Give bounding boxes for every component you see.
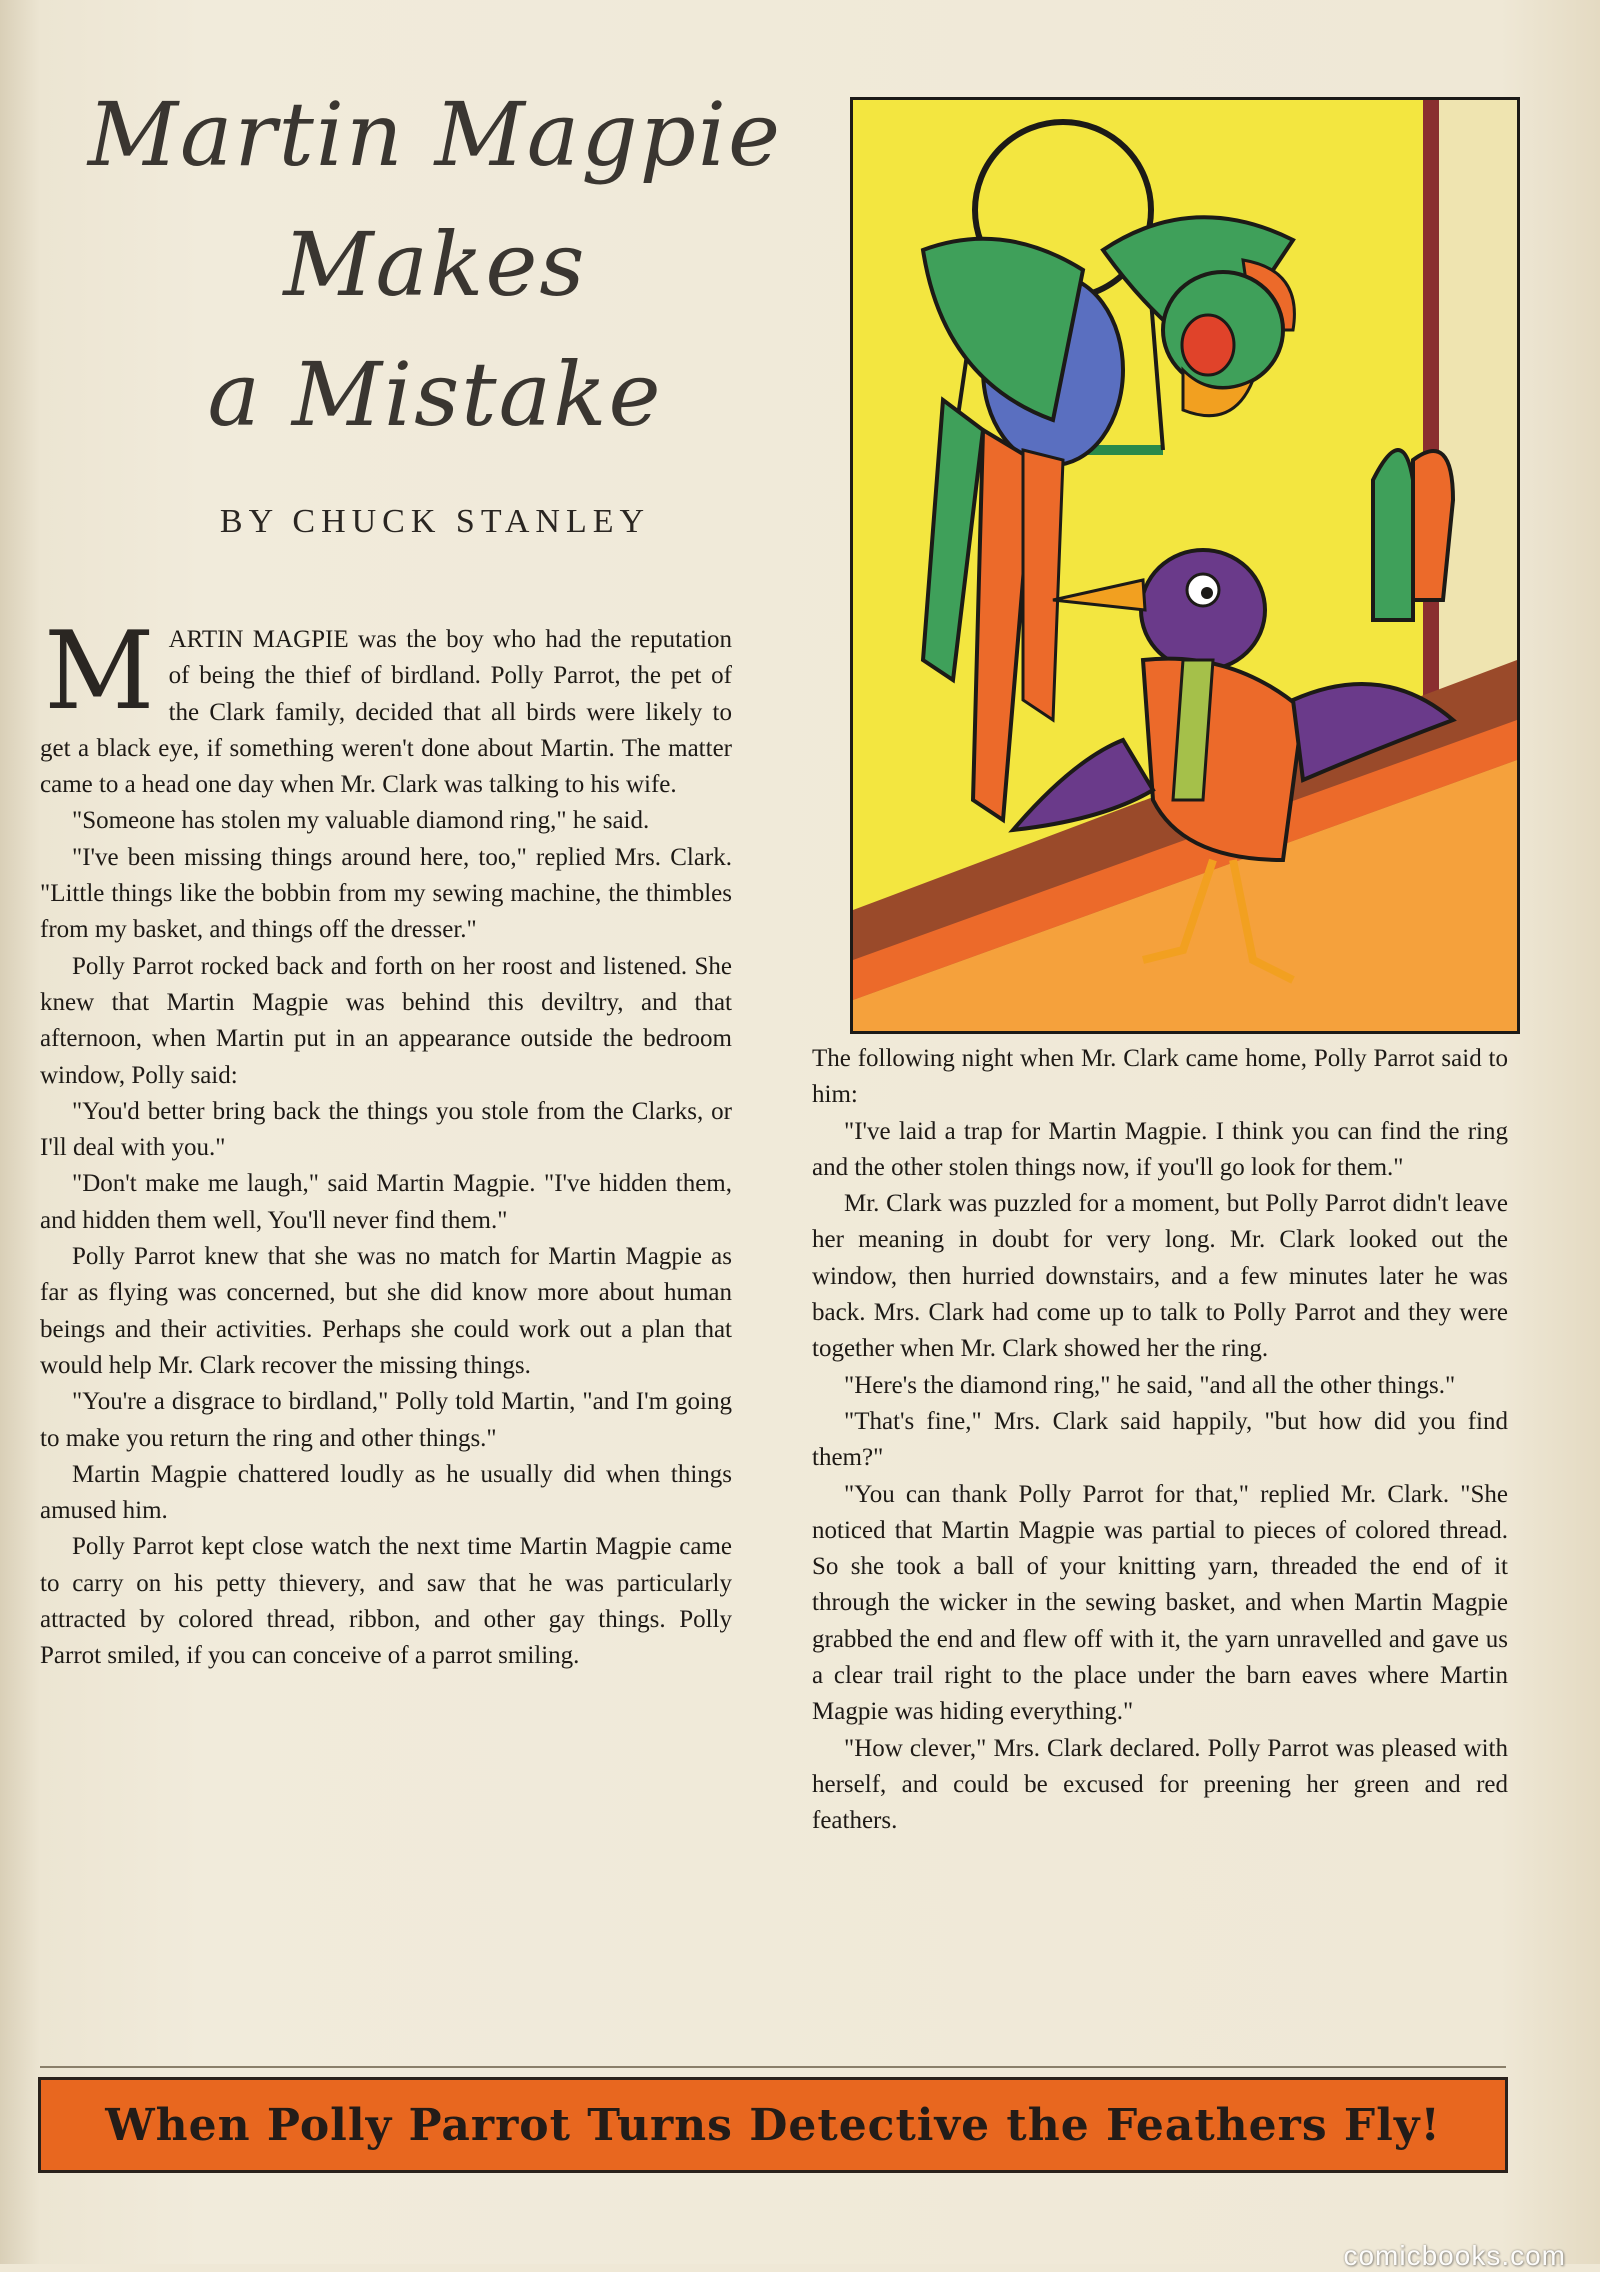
paragraph: "Someone has stolen my valuable diamond ring," he said. xyxy=(72,807,650,835)
title-line-3: a Mistake xyxy=(207,343,663,446)
right-column xyxy=(812,1041,1508,1840)
paragraph: "I've been missing things around here, too," replied Mrs. Clark. "Little things like the bobbin from my sewing machine, the thimbles from my basket, and things off the dresser." xyxy=(40,843,732,944)
paragraph: Martin Magpie chattered loudly as he usually did when things amused him. xyxy=(40,1460,732,1525)
paragraph: "How clever," Mrs. Clark declared. Polly Parrot was pleased with herself, and could be excused for preening her green and red feathers. xyxy=(812,1734,1508,1835)
paragraph: Polly Parrot knew that she was no match for Martin Magpie as far as flying was concerned, but she did know more about human beings and their activities. Perhaps she could work out a plan that would help Mr. Clark recover the missing things. xyxy=(40,1243,732,1379)
paragraph: "Here's the diamond ring," he said, "and all the other things." xyxy=(844,1371,1456,1399)
headline-banner xyxy=(38,2077,1508,2173)
divider-rule xyxy=(40,2066,1506,2068)
drop-cap: M xyxy=(44,609,155,734)
paragraph: Polly Parrot rocked back and forth on her roost and listened. She knew that Martin Magpie was behind this deviltry, and that afternoon, when Martin put in an appearance outside the bedroom window, Polly said: xyxy=(40,952,732,1089)
title-line-2: Makes xyxy=(283,213,587,316)
paragraph: The following night when Mr. Clark came home, Polly Parrot said to him: xyxy=(812,1045,1508,1109)
paragraph: "That's fine," Mrs. Clark said happily, "but how did you find them?" xyxy=(812,1407,1508,1472)
paragraph: "You're a disgrace to birdland," Polly told Martin, "and I'm going to make you return the ring and other things." xyxy=(40,1388,732,1452)
paragraph xyxy=(40,609,732,803)
plant-figure xyxy=(1373,450,1453,620)
paragraph: Mr. Clark was puzzled for a moment, but Polly Parrot didn't leave her meaning in doubt for very long. Mr. Clark looked out the window, then hurried downstairs, and a few minutes later he was back. Mrs. Clark had come up to talk to Polly Parrot and they were together when Mr. Clark showed her the ring. xyxy=(812,1190,1508,1363)
article-title xyxy=(40,70,830,460)
window-pane xyxy=(1439,100,1517,740)
byline: BY CHUCK STANLEY xyxy=(219,503,651,540)
paragraph: "Don't make me laugh," said Martin Magpie. "I've hidden them, and hidden them well, You'll never find them." xyxy=(40,1170,732,1234)
paragraph-text: ARTIN MAGPIE was the boy who had the reputation of being the thief of birdland. Polly Parrot, the pet of the Clark family, decided that all birds were likely to get a black eye, if something weren't done about Martin. The matter came to a head one day when Mr. Clark was talking to his wife. xyxy=(40,626,732,799)
paragraph: "You'd better bring back the things you stole from the Clarks, or I'll deal with you." xyxy=(40,1097,732,1162)
left-column xyxy=(40,609,732,1675)
paragraph: Polly Parrot kept close watch the next time Martin Magpie came to carry on his petty thievery, and saw that he was particularly attracted by colored thread, ribbon, and other gay things. Polly Parrot smiled, if you can conceive of a parrot smiling. xyxy=(40,1533,732,1670)
paragraph: "I've laid a trap for Martin Magpie. I think you can find the ring and the other stolen things now, if you'll go look for them." xyxy=(812,1117,1508,1181)
parrot-and-magpie-illustration xyxy=(853,100,1517,1031)
paragraph: "You can thank Polly Parrot for that," replied Mr. Clark. "She noticed that Martin Magpie was partial to pieces of colored thread. So she took a ball of your knitting yarn, threaded the end of it through the wicker in the sewing basket, and when Martin Magpie grabbed the end and flew off with it, the yarn unravelled and gave us a clear trail right to the place under the barn eaves where Martin Magpie was hiding everything." xyxy=(812,1480,1508,1726)
site-watermark: comicbooks.com xyxy=(1343,2240,1566,2271)
window-frame xyxy=(1423,100,1439,710)
title-line-1: Martin Magpie xyxy=(87,83,783,186)
banner-text: When Polly Parrot Turns Detective the Feathers Fly! xyxy=(105,2099,1441,2151)
illustration-panel xyxy=(850,97,1520,1034)
